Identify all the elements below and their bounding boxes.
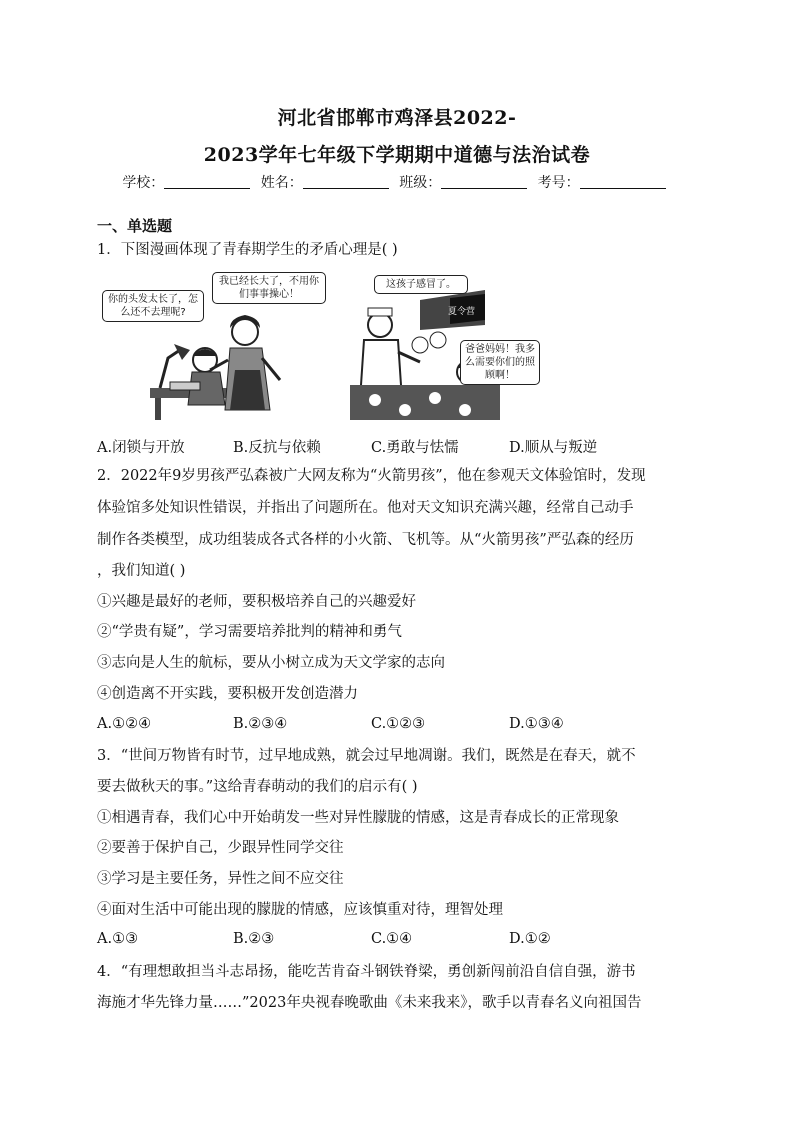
q2-statement-4: ④创造离不开实践，要积极开发创造潜力: [97, 686, 358, 702]
q2-statement-3: ③志向是人生的航标，要从小树立成为天文学家的志向: [97, 655, 445, 671]
name-label: 姓名：: [260, 175, 303, 191]
exam-no-label: 考号：: [537, 175, 580, 191]
exam-no-blank[interactable]: [580, 174, 666, 189]
class-label: 班级：: [399, 175, 442, 191]
q2-option-a[interactable]: A.①②④: [97, 716, 152, 732]
comic-right-banner: 夏令营: [448, 307, 476, 317]
q2-line-4: ，我们知道( ): [97, 563, 186, 579]
q1-stem: 1．下图漫画体现了青春期学生的矛盾心理是( ): [97, 242, 398, 258]
section-heading: 一、单选题: [97, 217, 173, 235]
q3-statement-1: ①相遇青春，我们心中开始萌发一些对异性朦胧的情感，这是青春成长的正常现象: [97, 810, 619, 826]
exam-title-line1: 河北省邯郸市鸡泽县2022-: [277, 107, 517, 129]
q3-statement-3: ③学习是主要任务，异性之间不应交往: [97, 871, 344, 887]
comic-left-bubble-mother: 你的头发太长了，怎么还不去理呢?: [102, 290, 204, 322]
q3-option-a[interactable]: A.①③: [97, 931, 139, 947]
q2-option-d[interactable]: D.①③④: [509, 716, 564, 732]
q2-statement-2: ②“学贵有疑”，学习需要培养批判的精神和勇气: [97, 624, 402, 640]
q3-line-1: 3．“世间万物皆有时节，过早地成熟，就会过早地凋谢。我们，既然是在春天，就不: [97, 748, 636, 764]
q2-option-b[interactable]: B.②③④: [233, 716, 288, 732]
q3-line-2: 要去做秋天的事。”这给青春萌动的我们的启示有( ): [97, 779, 418, 795]
q2-option-c[interactable]: C.①②③: [371, 716, 426, 732]
q2-line-3: 制作各类模型，成功组装成各式各样的小火箭、飞机等。从“火箭男孩”严弘森的经历: [97, 532, 634, 548]
school-label: 学校：: [122, 175, 165, 191]
q2-line-2: 体验馆多处知识性错误，并指出了问题所在。他对天文知识充满兴趣，经常自己动手: [97, 500, 634, 516]
q3-statement-2: ②要善于保护自己，少跟异性同学交往: [97, 840, 344, 856]
exam-title-line2: 2023学年七年级下学期期中道德与法治试卷: [203, 144, 591, 166]
student-info-row: [0, 172, 794, 192]
school-blank[interactable]: [164, 174, 250, 189]
comic-right-bubble-kid: 爸爸妈妈！我多么需要你们的照顾啊！: [460, 340, 540, 385]
q3-option-c[interactable]: C.①④: [371, 931, 413, 947]
q3-option-d[interactable]: D.①②: [509, 931, 551, 947]
q4-line-1: 4．“有理想敢担当斗志昂扬，能吃苦肯奋斗钢铁脊梁，勇创新闯前沿自信自强，游书: [97, 964, 636, 980]
q4-line-2: 海施才华先锋力量……”2023年央视春晚歌曲《未来我来》，歌手以青春名义向祖国告: [97, 995, 642, 1011]
q1-option-b[interactable]: B.反抗与依赖: [233, 440, 321, 456]
q3-option-b[interactable]: B.②③: [233, 931, 275, 947]
comic-left-bubble-kid: 我已经长大了，不用你们事事操心！: [212, 272, 326, 304]
q1-option-c[interactable]: C.勇敢与怯懦: [371, 440, 459, 456]
comic-right-bubble-doctor: 这孩子感冒了。: [374, 275, 468, 294]
q1-option-a[interactable]: A.闭锁与开放: [97, 440, 185, 456]
q2-statement-1: ①兴趣是最好的老师，要积极培养自己的兴趣爱好: [97, 594, 416, 610]
name-blank[interactable]: [303, 174, 389, 189]
q1-option-d[interactable]: D.顺从与叛逆: [509, 440, 598, 456]
q3-statement-4: ④面对生活中可能出现的朦胧的情感，应该慎重对待，理智处理: [97, 902, 503, 918]
class-blank[interactable]: [441, 174, 527, 189]
q2-line-1: 2．2022年9岁男孩严弘森被广大网友称为“火箭男孩”，他在参观天文体验馆时，发现: [97, 468, 646, 484]
